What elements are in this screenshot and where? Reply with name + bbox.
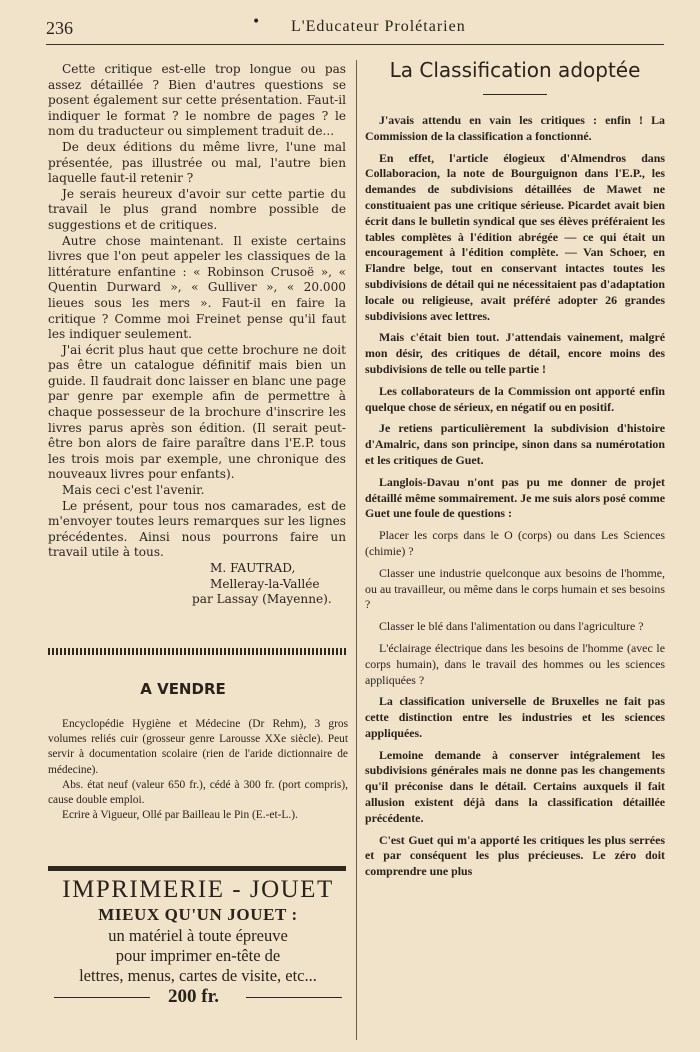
for-sale-paragraph: Abs. état neuf (valeur 650 fr.), cédé à 300 fr. (port compris), cause double emploi. [48, 778, 348, 807]
advert-line: MIEUX QU'UN JOUET : [98, 905, 298, 924]
page-number: 236 [46, 18, 73, 38]
journal-title: L'Educateur Prolétarien [291, 18, 466, 35]
left-paragraph: Le présent, pour tous nos camarades, est de m'envoyer toutes leurs remarques sur les lignes précédentes. Ainsi nous pourrons faire un travail utile à tous. [48, 498, 346, 560]
article-paragraph: Lemoine demande à conserver intégralement les subdivisions générales mais ne donne pas les changements qu'il préconise dans le détail. Certains auxquels il fait allusion existent déjà dans la classification détaillée précédente. [365, 747, 665, 825]
advert-price: 200 fr. [168, 986, 220, 1007]
title-underline [483, 94, 547, 95]
advert-line: lettres, menus, cartes de visite, etc... [79, 966, 317, 985]
page-header [46, 14, 664, 45]
signature-name: M. FAUTRAD, [210, 561, 296, 575]
article-paragraph: J'avais attendu en vain les critiques : enfin ! La Commission de la classification a fonctionné. [365, 113, 665, 143]
advert-line: pour imprimer en-tête de [115, 946, 281, 965]
article-title: La Classification adoptée [389, 58, 641, 82]
header-dot: • [252, 14, 261, 30]
article-paragraph: Langlois-Davau n'ont pas pu me donner de projet détaillé même sommairement. Je me suis alors posé comme Guet une foule de questions : [365, 474, 665, 521]
column-divider [356, 60, 357, 1040]
article-paragraph: Classer une industrie quelconque aux besoins de l'homme, ou au travailleur, ou même dans le corps humain et ses besoins ? [365, 565, 665, 612]
article-body [365, 113, 665, 880]
advert-line: un matériel à toute épreuve [108, 926, 288, 945]
signature-place: Melleray-la-Vallée [210, 576, 320, 591]
article-paragraph: L'éclairage électrique dans les besoins de l'homme (avec le corps humain), dans le travail des hommes ou les sciences appliquées ? [365, 640, 665, 687]
article-paragraph: En effet, l'article élogieux d'Almendros dans Collaboracion, la note de Bourguignon dans l'E.P., les demandes de subdivisions détaillées de Mawet ne constituaient pas une critique sérieuse. Picardet avait bien écrit dans le bulletin syndical que ses élèves préféraient les tables complètes à l'édition abrégée — ce qui était un encouragement à l'édition complète. — Van Schoer, en Flandre belge, tout en conservant intactes toutes les subdivisions de détail qui ne nécessitaient pas d'adaptation locale ou religieuse, avait préféré adopter 26 grandes subdivisions avec lettres. [365, 150, 665, 323]
article-paragraph: La classification universelle de Bruxelles ne fait pas cette distinction entre les industries et les sciences appliquées. [365, 694, 665, 740]
left-paragraph: Mais ceci c'est l'avenir. [62, 483, 205, 498]
advert-title: IMPRIMERIE - JOUET [62, 876, 334, 903]
price-rule-right [246, 997, 342, 998]
article-paragraph: Placer les corps dans le O (corps) ou dans Les Sciences (chimie) ? [365, 528, 665, 558]
article-paragraph: Les collaborateurs de la Commission ont apporté enfin quelque chose de sérieux, en négatif ou en positif. [365, 383, 665, 414]
advert-price-row [48, 986, 348, 1008]
advert-rule [48, 866, 346, 871]
for-sale-title: A VENDRE [140, 680, 226, 698]
signature-place: par Lassay (Mayenne). [192, 592, 332, 607]
left-paragraph: Je serais heureux d'avoir sur cette partie du travail le plus grand nombre possible de suggestions et de critiques. [48, 186, 346, 232]
left-column-article [48, 62, 346, 608]
article-paragraph: Classer le blé dans l'alimentation ou dans l'agriculture ? [379, 619, 644, 634]
right-column-article [365, 58, 665, 886]
left-paragraph: De deux éditions du même livre, l'une mal présentée, pas illustrée ou mal, l'autre bien laquelle faut-il retenir ? [48, 139, 346, 186]
article-paragraph: C'est Guet qui m'a apporté les critiques les plus serrées et par conséquent les plus précieuses. Le zéro doit comprendre une plus [365, 832, 665, 879]
left-paragraph: Autre chose maintenant. Il existe certains livres que l'on peut appeler les classiques de la littérature enfantine : « Robinson Crusoë », « Quentin Durward », « Gulliver », « 20.000 lieues sous les mers ». Faut-il en faire la critique ? Comme moi Freinet pense qu'il faut les indiquer seulement. [48, 233, 346, 342]
left-paragraph: J'ai écrit plus haut que cette brochure ne doit pas être un catalogue définitif mais bien un guide. Il faudrait donc laisser en blanc une page par genre par exemple afin de permettre à chaque possesseur de la brochure d'inscrire les livres parus après son édition. (Il serait peut-être bon alors de faire paraître dans l'E.P. tous les trois mois par exemple, une chronique des nouveaux livres pour enfants). [48, 342, 346, 482]
for-sale-paragraph: Ecrire à Vigueur, Ollé par Bailleau le Pin (E.-et-L.). [62, 809, 298, 822]
article-paragraph: Mais c'était bien tout. J'attendais vainement, malgré mon désir, des critiques de détail, encore moins des subdivisions de telle ou telle partie ! [365, 330, 665, 376]
for-sale-paragraph: Encyclopédie Hygiène et Médecine (Dr Rehm), 3 gros volumes reliés cuir (grosseur genre Larousse XXe siècle). Peut servir à documentation scolaire (rien de l'aride dictionnaire de médecine). [48, 718, 348, 776]
dotted-separator [48, 648, 346, 655]
article-paragraph: Je retiens particulièrement la subdivision d'histoire d'Amalric, dans son principe, sinon dans sa numérotation et les critiques de Guet. [365, 421, 665, 467]
for-sale-ad [48, 717, 348, 823]
price-rule-left [54, 997, 150, 998]
left-paragraph: Cette critique est-elle trop longue ou pas assez détaillée ? Bien d'autres questions se posent également sur cette présentation. Faut-il indiquer le format ? le nombre de pages ? le nom du traducteur ou simplement traduit de... [48, 62, 346, 139]
